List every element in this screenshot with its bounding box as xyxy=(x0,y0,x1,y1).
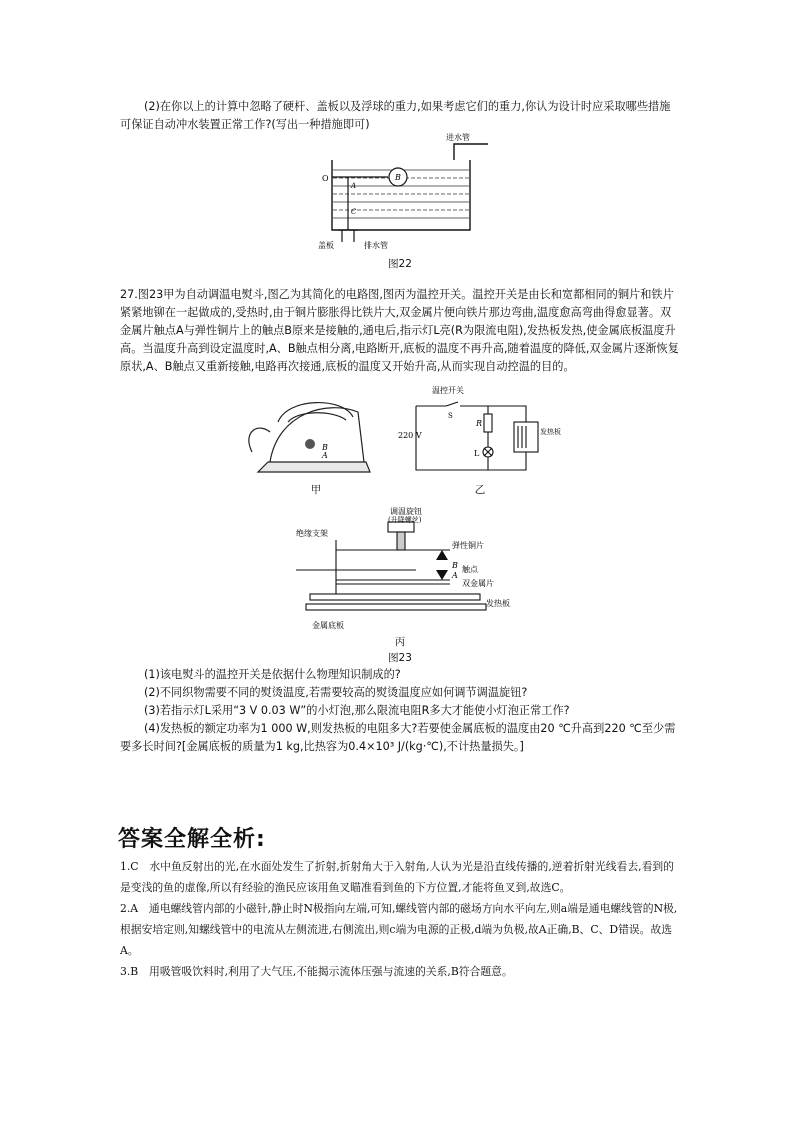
circuit-R-label: R xyxy=(476,419,483,428)
spring-label: 弹性铜片 xyxy=(452,541,484,550)
label-cover: 盖板 xyxy=(318,241,334,250)
base-plate-label: 金属底板 xyxy=(312,621,344,630)
label-inlet: 进水管 xyxy=(446,133,470,142)
caption-yi: 乙 xyxy=(474,484,486,496)
knob-label: 调温旋钮 xyxy=(390,507,422,516)
insulator-label: 绝缘支架 xyxy=(296,529,328,538)
circuit-L-label: L xyxy=(474,449,480,458)
knob-sub-label: (升降螺丝) xyxy=(388,516,422,524)
subquestion-4: (4)发热板的额定功率为1 000 W,则发热板的电阻多大?若要使金属底板的温度由20 ℃升高到220 ℃至少需要多长时间?[金属底板的质量为1 kg,比热容为0.4×10³ J/(kg·℃),不计热量损失。] xyxy=(120,722,676,753)
caption-bing: 丙 xyxy=(394,636,406,648)
answer-3: 3.B 用吸管吸饮料时,利用了大气压,不能揭示流体压强与流速的关系,B符合题意。 xyxy=(120,965,513,978)
figure-22-caption: 图22 xyxy=(388,258,412,270)
label-C: C xyxy=(351,208,357,216)
question-26-part-2 xyxy=(120,98,680,134)
circuit-switch-label: 温控开关 xyxy=(432,386,464,395)
question-text: (2)在你以上的计算中忽略了硬杆、盖板以及浮球的重力,如果考虑它们的重力,你认为设计时应采取哪些措施可保证自动冲水装置正常工作?(写出一种措施即可) xyxy=(120,100,671,131)
figure-23-caption: 图23 xyxy=(388,652,412,664)
iron-label-B: B xyxy=(322,443,328,452)
question-27 xyxy=(120,286,680,376)
answers-title: 答案全解全析: xyxy=(118,827,266,852)
label-A: A xyxy=(351,182,357,190)
label-O: O xyxy=(322,174,329,183)
answer-2: 2.A 通电螺线管内部的小磁针,静止时N极指向左端,可知,螺线管内部的磁场方向水平向左,则a端是通电螺线管的N极,根据安培定则,知螺线管中的电流从左侧流进,右侧流出,则c端为电源的正极,d端为负极,故A正确,B、C、D错误。故选A。 xyxy=(120,902,678,957)
subquestion-2: (2)不同织物需要不同的熨烫温度,若需要较高的熨烫温度应如何调节调温旋钮? xyxy=(144,686,528,699)
label-B: B xyxy=(395,173,401,182)
answer-1: 1.C 水中鱼反射出的光,在水面处发生了折射,折射角大于入射角,人认为光是沿直线传播的,逆着折射光线看去,看到的是变浅的鱼的虚像,所以有经验的渔民应该用鱼叉瞄准看到鱼的下方位置,才能将鱼叉到,故选C。 xyxy=(120,860,674,894)
contact-B-label: B xyxy=(452,561,458,570)
figure-23-circuit xyxy=(396,384,561,484)
circuit-heater-label: 发热板 xyxy=(540,428,561,436)
figure-23-iron xyxy=(248,392,378,488)
answers-section xyxy=(120,856,680,982)
question-27-text: 27.图23甲为自动调温电熨斗,图乙为其简化的电路图,图丙为温控开关。温控开关是由长和宽都相同的铜片和铁片紧紧地铆在一起做成的,受热时,由于铜片膨胀得比铁片大,双金属片便向铁片那边弯曲,温度愈高弯曲得愈显著。双金属片触点A与弹性铜片上的触点B原来是接触的,通电后,指示灯L亮(R为限流电阻),发热板发热,使金属底板温度升高。当温度升高到设定温度时,A、B触点相分离,电路断开,底板的温度不再升高,随着温度的降低,双金属片逐渐恢复原状,A、B触点又重新接触,电路再次接通,底板的温度又开始升高,从而实现自动控温的目的。 xyxy=(120,288,679,373)
question-27-subquestions xyxy=(120,666,680,756)
heater-plate-label: 发热板 xyxy=(486,599,510,608)
subquestion-1: (1)该电熨斗的温控开关是依据什么物理知识制成的? xyxy=(144,668,401,681)
contact-label: 触点 xyxy=(462,565,478,574)
figure-23-thermostat xyxy=(276,508,526,636)
caption-jia: 甲 xyxy=(310,484,322,496)
subquestion-3: (3)若指示灯L采用“3 V 0.03 W”的小灯泡,那么限流电阻R多大才能使小灯泡正常工作? xyxy=(144,704,570,717)
circuit-S-label: S xyxy=(448,412,453,420)
iron-label-A: A xyxy=(322,451,328,460)
label-outlet: 排水管 xyxy=(364,241,388,250)
contact-A-label: A xyxy=(452,571,458,580)
circuit-voltage-label: 220 V xyxy=(398,431,422,440)
bimetal-label: 双金属片 xyxy=(462,579,494,588)
figure-22 xyxy=(318,130,488,250)
